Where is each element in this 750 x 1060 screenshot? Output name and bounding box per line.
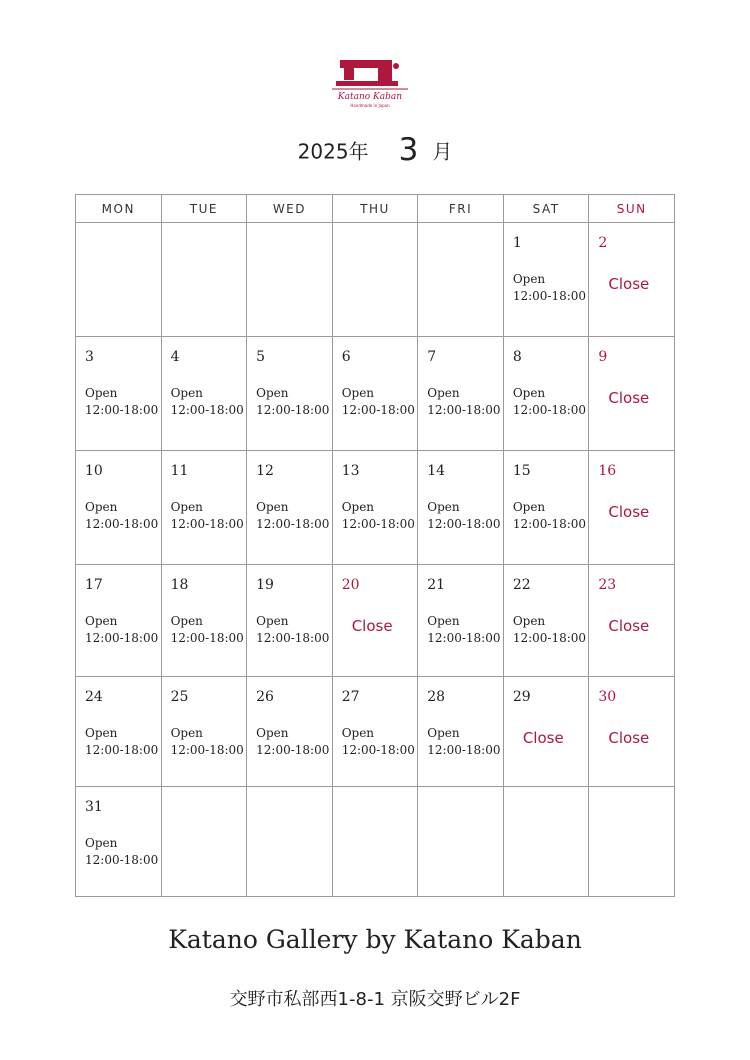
open-status: Open bbox=[170, 500, 203, 514]
day-number: 12 bbox=[256, 463, 274, 479]
day-number: 5 bbox=[256, 349, 266, 365]
day-cell-27 bbox=[332, 677, 418, 787]
week-row bbox=[76, 787, 675, 897]
day-number: 16 bbox=[598, 463, 617, 479]
day-cell-5 bbox=[247, 337, 333, 451]
day-cell-3 bbox=[76, 337, 162, 451]
week-row bbox=[76, 565, 675, 677]
day-number: 13 bbox=[341, 463, 360, 479]
day-number: 11 bbox=[170, 463, 189, 479]
open-status: Open bbox=[170, 614, 203, 628]
calendar-table bbox=[75, 194, 675, 897]
day-number: 30 bbox=[598, 689, 617, 705]
opening-hours: 12:00-18:00 bbox=[256, 743, 330, 757]
day-number: 7 bbox=[427, 349, 437, 365]
day-cell-6 bbox=[332, 337, 418, 451]
day-cell-11 bbox=[161, 451, 247, 565]
day-cell-4 bbox=[161, 337, 247, 451]
opening-hours: 12:00-18:00 bbox=[170, 743, 244, 757]
day-cell-13 bbox=[332, 451, 418, 565]
day-cell-22 bbox=[503, 565, 589, 677]
day-cell-31 bbox=[76, 787, 162, 897]
opening-hours: 12:00-18:00 bbox=[512, 289, 587, 303]
day-number: 22 bbox=[512, 577, 531, 593]
open-status: Open bbox=[512, 386, 546, 400]
open-status: Open bbox=[85, 726, 118, 740]
open-status: Open bbox=[85, 386, 118, 400]
opening-hours: 12:00-18:00 bbox=[341, 743, 415, 757]
day-cell-20 bbox=[332, 565, 418, 677]
open-status: Open bbox=[341, 386, 375, 400]
weekday-thu: THU bbox=[332, 195, 418, 223]
day-cell-17 bbox=[76, 565, 162, 677]
closed-status: Close bbox=[608, 503, 650, 521]
open-status: Open bbox=[170, 386, 203, 400]
weekday-sun: SUN bbox=[589, 195, 675, 223]
day-number: 26 bbox=[256, 689, 274, 705]
opening-hours: 12:00-18:00 bbox=[170, 631, 244, 645]
week-row bbox=[76, 223, 675, 337]
open-status: Open bbox=[427, 386, 460, 400]
open-status: Open bbox=[256, 500, 289, 514]
closed-status: Close bbox=[522, 729, 564, 747]
day-number: 8 bbox=[512, 349, 522, 365]
day-cell-9 bbox=[589, 337, 675, 451]
open-status: Open bbox=[512, 614, 546, 628]
open-status: Open bbox=[341, 500, 375, 514]
day-number: 14 bbox=[427, 463, 446, 479]
open-status: Open bbox=[512, 272, 546, 286]
opening-hours: 12:00-18:00 bbox=[85, 743, 159, 757]
weekday-tue: TUE bbox=[161, 195, 247, 223]
day-number: 31 bbox=[85, 799, 103, 815]
gallery-address: 交野市私部西1-8-1 京阪交野ビル2F bbox=[229, 989, 521, 1010]
open-status: Open bbox=[170, 726, 203, 740]
day-number: 23 bbox=[598, 577, 617, 593]
day-cell-19 bbox=[247, 565, 333, 677]
opening-hours: 12:00-18:00 bbox=[256, 403, 330, 417]
day-cell-10 bbox=[76, 451, 162, 565]
day-number: 28 bbox=[427, 689, 446, 705]
sewing-machine-icon bbox=[330, 52, 410, 92]
day-number: 6 bbox=[341, 349, 351, 365]
open-status: Open bbox=[256, 386, 289, 400]
day-number: 27 bbox=[341, 689, 360, 705]
weekday-fri: FRI bbox=[418, 195, 504, 223]
day-cell-29 bbox=[503, 677, 589, 787]
day-number: 9 bbox=[598, 349, 608, 365]
open-status: Open bbox=[85, 614, 118, 628]
opening-hours: 12:00-18:00 bbox=[512, 517, 587, 531]
open-status: Open bbox=[256, 614, 289, 628]
open-status: Open bbox=[256, 726, 289, 740]
opening-hours: 12:00-18:00 bbox=[85, 403, 159, 417]
day-cell-16 bbox=[589, 451, 675, 565]
day-number: 3 bbox=[85, 349, 94, 365]
month-title bbox=[0, 132, 750, 168]
day-cell-12 bbox=[247, 451, 333, 565]
open-status: Open bbox=[512, 500, 546, 514]
day-cell-25 bbox=[161, 677, 247, 787]
empty-day-cell bbox=[161, 787, 247, 897]
empty-day-cell bbox=[418, 787, 504, 897]
opening-hours: 12:00-18:00 bbox=[85, 853, 159, 867]
opening-hours: 12:00-18:00 bbox=[427, 517, 501, 531]
day-cell-1 bbox=[503, 223, 589, 337]
opening-hours: 12:00-18:00 bbox=[427, 631, 501, 645]
day-number: 21 bbox=[427, 577, 446, 593]
opening-hours: 12:00-18:00 bbox=[512, 403, 587, 417]
empty-day-cell bbox=[418, 223, 504, 337]
closed-status: Close bbox=[608, 617, 650, 635]
empty-day-cell bbox=[332, 223, 418, 337]
brand-logo bbox=[330, 52, 410, 112]
day-cell-14 bbox=[418, 451, 504, 565]
opening-hours: 12:00-18:00 bbox=[170, 517, 244, 531]
day-number: 29 bbox=[512, 689, 531, 705]
open-status: Open bbox=[427, 614, 460, 628]
opening-hours: 12:00-18:00 bbox=[512, 631, 587, 645]
opening-hours: 12:00-18:00 bbox=[170, 403, 244, 417]
opening-hours: 12:00-18:00 bbox=[256, 631, 330, 645]
day-cell-26 bbox=[247, 677, 333, 787]
day-number: 17 bbox=[85, 577, 103, 593]
day-number: 24 bbox=[85, 689, 103, 705]
closed-status: Close bbox=[608, 729, 650, 747]
day-cell-15 bbox=[503, 451, 589, 565]
day-number: 10 bbox=[85, 463, 103, 479]
empty-day-cell bbox=[76, 223, 162, 337]
opening-hours: 12:00-18:00 bbox=[427, 403, 501, 417]
opening-hours: 12:00-18:00 bbox=[85, 517, 159, 531]
day-number: 2 bbox=[598, 235, 608, 251]
week-row bbox=[76, 677, 675, 787]
day-cell-28 bbox=[418, 677, 504, 787]
day-cell-2 bbox=[589, 223, 675, 337]
empty-day-cell bbox=[503, 787, 589, 897]
week-row bbox=[76, 451, 675, 565]
day-cell-21 bbox=[418, 565, 504, 677]
closed-status: Close bbox=[351, 617, 393, 635]
weekday-sat: SAT bbox=[503, 195, 589, 223]
weekday-wed: WED bbox=[247, 195, 333, 223]
day-number: 15 bbox=[512, 463, 531, 479]
day-number: 4 bbox=[170, 349, 180, 365]
empty-day-cell bbox=[161, 223, 247, 337]
opening-hours: 12:00-18:00 bbox=[85, 631, 159, 645]
day-cell-23 bbox=[589, 565, 675, 677]
day-cell-30 bbox=[589, 677, 675, 787]
open-status: Open bbox=[427, 500, 460, 514]
empty-day-cell bbox=[589, 787, 675, 897]
day-number: 25 bbox=[170, 689, 189, 705]
day-number: 19 bbox=[256, 577, 274, 593]
logo-tagline: Handmade in Japan bbox=[350, 103, 390, 108]
opening-hours: 12:00-18:00 bbox=[341, 403, 415, 417]
day-cell-24 bbox=[76, 677, 162, 787]
opening-hours: 12:00-18:00 bbox=[256, 517, 330, 531]
open-status: Open bbox=[85, 836, 118, 850]
open-status: Open bbox=[85, 500, 118, 514]
opening-hours: 12:00-18:00 bbox=[341, 517, 415, 531]
closed-status: Close bbox=[608, 275, 650, 293]
day-cell-8 bbox=[503, 337, 589, 451]
empty-day-cell bbox=[332, 787, 418, 897]
month-number: 3 bbox=[398, 132, 419, 168]
day-number: 1 bbox=[512, 235, 522, 251]
open-status: Open bbox=[341, 726, 375, 740]
month-suffix: 月 bbox=[432, 139, 453, 164]
opening-hours: 12:00-18:00 bbox=[427, 743, 501, 757]
weekday-mon: MON bbox=[76, 195, 162, 223]
gallery-name: Katano Gallery by Katano Kaban bbox=[168, 925, 582, 954]
day-number: 18 bbox=[170, 577, 189, 593]
closed-status: Close bbox=[608, 389, 650, 407]
day-cell-18 bbox=[161, 565, 247, 677]
year-label: 2025年 bbox=[297, 139, 369, 164]
day-number: 20 bbox=[341, 577, 360, 593]
day-cell-7 bbox=[418, 337, 504, 451]
week-row bbox=[76, 337, 675, 451]
open-status: Open bbox=[427, 726, 460, 740]
weekday-header-row bbox=[76, 195, 675, 223]
empty-day-cell bbox=[247, 223, 333, 337]
empty-day-cell bbox=[247, 787, 333, 897]
logo-brand-text: Katano Kaban bbox=[337, 92, 403, 102]
